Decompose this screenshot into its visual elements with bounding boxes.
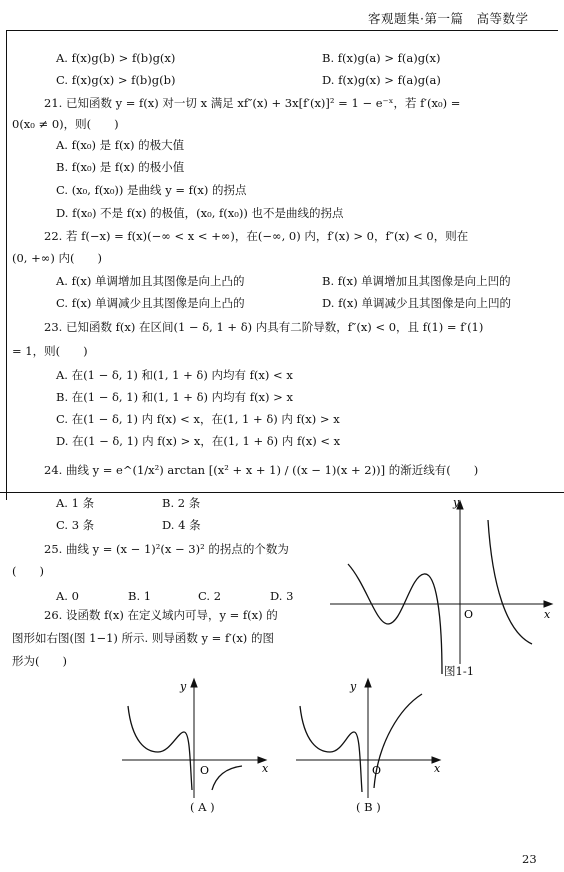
- y-axis-label: y: [453, 496, 460, 509]
- q21-option-b: B. f(x₀) 是 f(x) 的极小值: [56, 160, 185, 174]
- q20-option-d: D. f(x)g(x) > f(a)g(a): [322, 73, 441, 87]
- figure-a-caption: ( A ): [190, 800, 215, 814]
- q24-stem: 24. 曲线 y = e^(1/x²) arctan [(x² + x + 1) / ((x − 1)(x + 2))] 的渐近线有( ): [44, 463, 479, 477]
- curve-right-branch: [488, 520, 532, 644]
- q24-option-b: B. 2 条: [162, 496, 201, 510]
- figure-option-b: [290, 672, 450, 802]
- figure-b-caption: ( B ): [356, 800, 381, 814]
- left-margin-rule: [6, 30, 7, 500]
- q23-option-c: C. 在(1 − δ, 1) 内 f(x) < x，在(1, 1 + δ) 内 f(x) > x: [56, 412, 340, 426]
- curve-left-branch: [128, 706, 192, 790]
- origin-label: O: [372, 764, 382, 777]
- q23-option-b: B. 在(1 − δ, 1) 和(1, 1 + δ) 内均有 f(x) > x: [56, 390, 293, 404]
- q25-stem-line1: 25. 曲线 y = (x − 1)²(x − 3)² 的拐点的个数为: [44, 542, 289, 556]
- origin-label: O: [464, 608, 474, 621]
- q21-stem-line1: 21. 已知函数 y = f(x) 对一切 x 满足 xf″(x) + 3x[f′(x)]² = 1 − e⁻ˣ，若 f′(x₀) =: [44, 96, 461, 110]
- section-rule: [0, 492, 564, 493]
- q24-option-a: A. 1 条: [56, 496, 95, 510]
- q25-option-b: B. 1: [128, 589, 152, 603]
- q22-stem-line1: 22. 若 f(−x) = f(x)(−∞ < x < +∞)，在(−∞, 0) 内，f′(x) > 0，f″(x) < 0，则在: [44, 229, 469, 243]
- q22-option-d: D. f(x) 单调减少且其图像是向上凹的: [322, 296, 511, 310]
- x-axis-label: x: [262, 762, 269, 775]
- curve-right-branch: [212, 766, 242, 790]
- y-axis-arrow: [191, 679, 197, 687]
- q21-option-a: A. f(x₀) 是 f(x) 的极大值: [56, 138, 185, 152]
- q22-option-b: B. f(x) 单调增加且其图像是向上凹的: [322, 274, 511, 288]
- q21-option-c: C. (x₀, f(x₀)) 是曲线 y = f(x) 的拐点: [56, 183, 247, 197]
- page-number: 23: [522, 852, 537, 866]
- q20-option-c: C. f(x)g(x) > f(b)g(b): [56, 73, 176, 87]
- y-axis-label: y: [180, 680, 187, 693]
- q26-stem-line2: 图形如右图(图 1−1) 所示. 则导函数 y = f′(x) 的图: [12, 631, 274, 645]
- q22-option-c: C. f(x) 单调减少且其图像是向上凸的: [56, 296, 245, 310]
- q24-option-c: C. 3 条: [56, 518, 95, 532]
- q20-option-b: B. f(x)g(a) > f(a)g(x): [322, 51, 441, 65]
- q20-option-a: A. f(x)g(b) > f(b)g(x): [56, 51, 176, 65]
- figure-option-a: [116, 672, 276, 802]
- q25-stem-line2: ( ): [12, 564, 44, 578]
- figure-1-1: [326, 494, 562, 680]
- origin-label: O: [200, 764, 210, 777]
- running-header: 客观题集·第一篇 高等数学: [368, 11, 529, 26]
- x-axis-arrow: [544, 601, 552, 607]
- q22-option-a: A. f(x) 单调增加且其图像是向上凸的: [56, 274, 245, 288]
- x-axis-label: x: [544, 608, 551, 621]
- curve-left-branch: [300, 706, 362, 792]
- q23-stem-line1: 23. 已知函数 f(x) 在区间(1 − δ, 1 + δ) 内具有二阶导数，f″(x) < 0，且 f(1) = f′(1): [44, 320, 484, 334]
- curve-left-branch: [348, 564, 442, 674]
- q23-option-a: A. 在(1 − δ, 1) 和(1, 1 + δ) 内均有 f(x) < x: [56, 368, 293, 382]
- y-axis-label: y: [350, 680, 357, 693]
- q26-stem-line3: 形为( ): [12, 654, 67, 668]
- header-rule: [6, 30, 558, 31]
- q21-stem-line2: 0(x₀ ≠ 0)，则( ): [12, 117, 119, 131]
- q25-option-d: D. 3: [270, 589, 294, 603]
- y-axis-arrow: [365, 679, 371, 687]
- q23-option-d: D. 在(1 − δ, 1) 内 f(x) > x，在(1, 1 + δ) 内 f(x) < x: [56, 434, 341, 448]
- q22-stem-line2: (0, +∞) 内( ): [12, 251, 102, 265]
- curve-right-branch: [374, 694, 422, 788]
- figure-caption: 图1-1: [444, 664, 475, 678]
- q24-option-d: D. 4 条: [162, 518, 201, 532]
- q26-stem-line1: 26. 设函数 f(x) 在定义域内可导，y = f(x) 的: [44, 608, 278, 622]
- x-axis-label: x: [434, 762, 441, 775]
- q23-stem-line2: = 1，则( ): [12, 344, 88, 358]
- q25-option-a: A. 0: [56, 589, 79, 603]
- q25-option-c: C. 2: [198, 589, 222, 603]
- q21-option-d: D. f(x₀) 不是 f(x) 的极值，(x₀, f(x₀)) 也不是曲线的拐点: [56, 206, 344, 220]
